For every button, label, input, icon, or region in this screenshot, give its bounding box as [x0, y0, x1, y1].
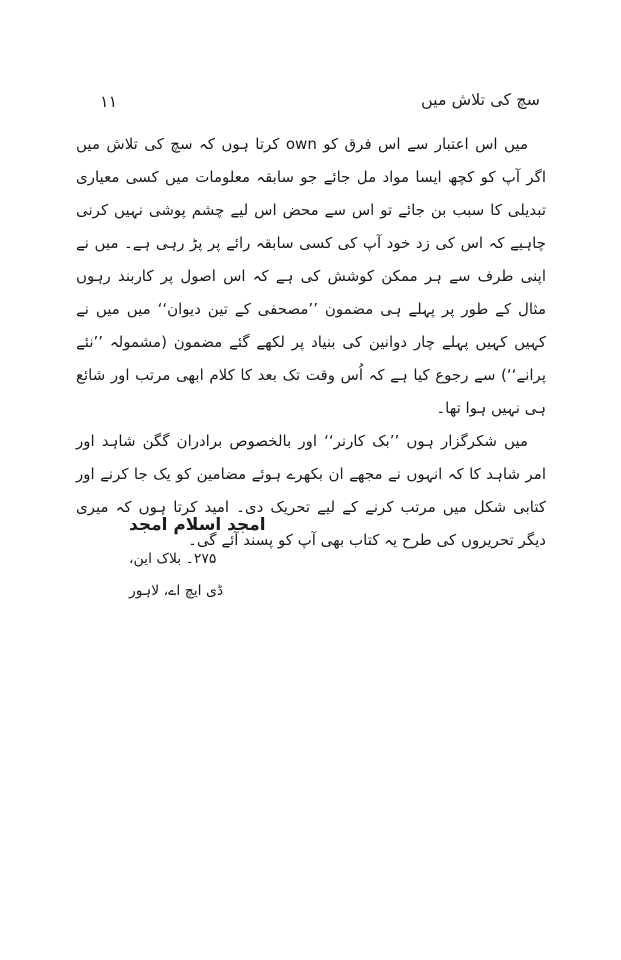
paragraph-2: میں شکرگزار ہوں ’’بک کارنر‘‘ اور بالخصوص برادران گگن شاہد اور امر شاہد کا کہ انہوں نے مجھے ان بکھرے ہوئے مضامین کو یک جا کرنے اور کتابی شکل میں مرتب کرنے کے لیے تحریک دی۔ امید کرتا ہوں کہ میری دیگر تحریروں کی طرح یہ کتاب بھی آپ کو پسند آئے گی۔: [76, 432, 546, 549]
page-header: [100, 88, 540, 118]
author-signature-name: امجد اسلام امجد: [129, 515, 266, 535]
paragraph-1: میں اس اعتبار سے اس فرق کو own کرتا ہوں کہ سچ کی تلاش میں اگر آپ کو کچھ ایسا مواد مل جائے جو سابقہ معلومات میں کسی معیاری تبدیلی کا سبب بن جائے تو اس سے محض اس لیے چشم پوشی نہیں کرنی چاہیے کہ اس کی زد خود آپ کی کسی سابقہ رائے پر پڑ رہی ہے۔ میں نے اپنی طرف سے ہر ممکن کوشش کی ہے کہ اس اصول پر کاربند رہوں مثال کے طور پر پہلے ہی مضمون ’’مصحفی کے تین دیوان‘‘ میں میں نے کہیں کہیں پہلے چار دوانین کی بنیاد پر لکھے گئے مضمون (مشمولہ ’’نئے پرانے‘‘) سے رجوع کیا ہے کہ اُس وقت تک بعد کا کلام ابھی مرتب اور شائع ہی نہیں ہوا تھا۔: [76, 135, 546, 417]
page-number: ۱۱: [100, 92, 118, 111]
signature-block: [129, 515, 541, 625]
address-line-1: ۲۷۵۔ بلاک این،: [129, 551, 217, 567]
running-title: سچ کی تلاش میں: [420, 90, 540, 109]
body-text: [76, 128, 546, 557]
address-line-2: ڈی ایچ اے، لاہور: [129, 583, 224, 599]
